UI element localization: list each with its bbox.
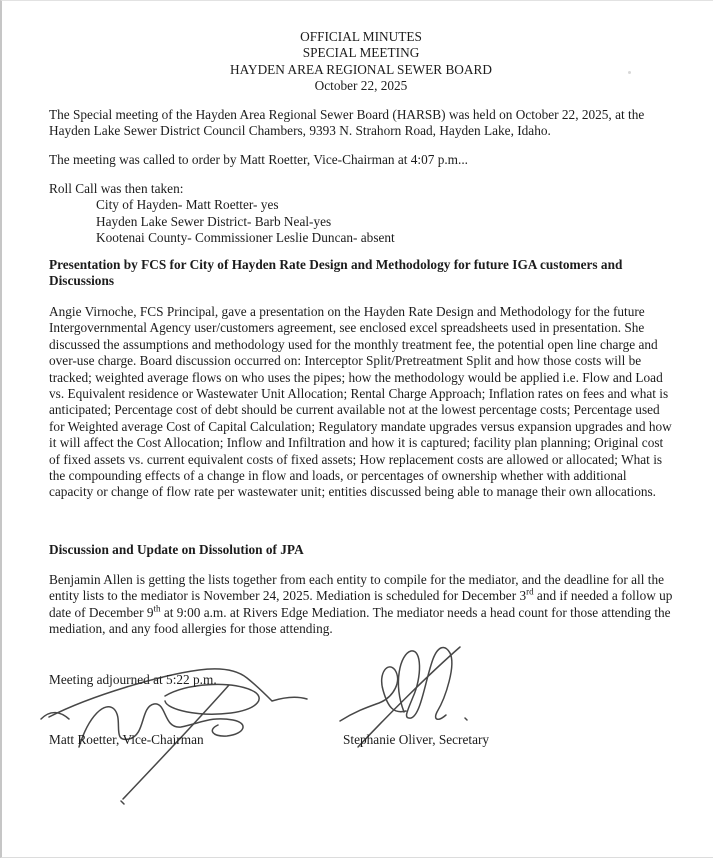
header-official-minutes: OFFICIAL MINUTES (300, 29, 422, 44)
jpa-section-heading: Discussion and Update on Dissolution of JPA (49, 542, 304, 557)
jpa-body-part3: at 9:00 a.m. at Rivers Edge Mediation. The mediator needs a head count for those attending the mediation, and any food allergies for those attending. (49, 604, 671, 637)
presentation-section-body: Angie Virnoche, FCS Principal, gave a presentation on the Hayden Rate Design and Methodology for the future Intergovernmental Agency user/customers agreement, see enclosed excel spreadsheets used in presentation. She discussed the assumptions and methodology used for the monthly treatment fee, the potential open line charge and over-use charge. Board discussion occurred on: Interceptor Split/Pretreatment Split and how those costs will be tracked; weighted average flows on who uses the pipes; how the methodology would be applied i.e. Flow and Load vs. Equivalent residence or Wastewater Unit Allocation; Rental Charge Approach; Inflation rates on fees and what is anticipated; Percentage cost of debt should be current available not at the lowest percentage costs; Percentage used for Weighted average Cost of Capital Calculation; Regulatory mandate upgrades versus expansion upgrades and how it will affect the Cost Allocation; Inflow and Infiltration and how it is captured; facility plan planning; Original cost of fixed assets vs. current equivalent costs of fixed assets; How replacement costs are allowed or allocated; What is the compounding effects of a change in flow and loads, or percentages of ownership whether with additional capacity or change of flow rate per wastewater unit; entities discussed being able to manage their own allocations. (49, 304, 672, 500)
header-board-name: HAYDEN AREA REGIONAL SEWER BOARD (229, 61, 492, 77)
intro-paragraph: The Special meeting of the Hayden Area Regional Sewer Board (HARSB) was held on October 22, 2025, at the Hayden Lake Sewer District Council Chambers, 9393 N. Strahorn Road, Hayden Lake, Idaho. (49, 107, 645, 139)
roll-call-label: Roll Call was then taken: (49, 181, 184, 196)
signature-label-secretary: Stephanie Oliver, Secretary (343, 732, 490, 747)
ordinal-superscript-th: th (153, 603, 161, 614)
document-header (49, 29, 673, 95)
roll-call-entry-hayden: City of Hayden- Matt Roetter- yes (96, 197, 279, 213)
jpa-section-body (49, 572, 673, 638)
jpa-body-part2: and if needed a follow up date of December 9 (49, 588, 673, 620)
scan-artifact-dot (628, 71, 631, 74)
jpa-body-part1: Benjamin Allen is getting the lists together from each entity to compile for the mediator, and the deadline for all the entity lists to the mediator is November 24, 2025. Mediation is scheduled for December 3 (49, 572, 665, 604)
signature-label-vice-chairman: Matt Roetter, Vice-Chairman (49, 732, 204, 747)
roll-call-entry-kootenai: Kootenai County- Commissioner Leslie Duncan- absent (96, 230, 395, 246)
call-to-order-line: The meeting was called to order by Matt Roetter, Vice-Chairman at 4:07 p.m... (49, 152, 469, 167)
roll-call-entry-hlsd: Hayden Lake Sewer District- Barb Neal-yes (96, 213, 332, 229)
adjournment-line: Meeting adjourned at 5:22 p.m. (49, 672, 217, 687)
header-meeting-date: October 22, 2025 (314, 78, 408, 94)
presentation-section-heading: Presentation by FCS for City of Hayden Rate Design and Methodology for future IGA customers and Discussions (49, 257, 623, 289)
header-special-meeting: SPECIAL MEETING (302, 45, 420, 61)
ordinal-superscript-rd: rd (526, 586, 534, 597)
roll-call-section (49, 181, 673, 247)
